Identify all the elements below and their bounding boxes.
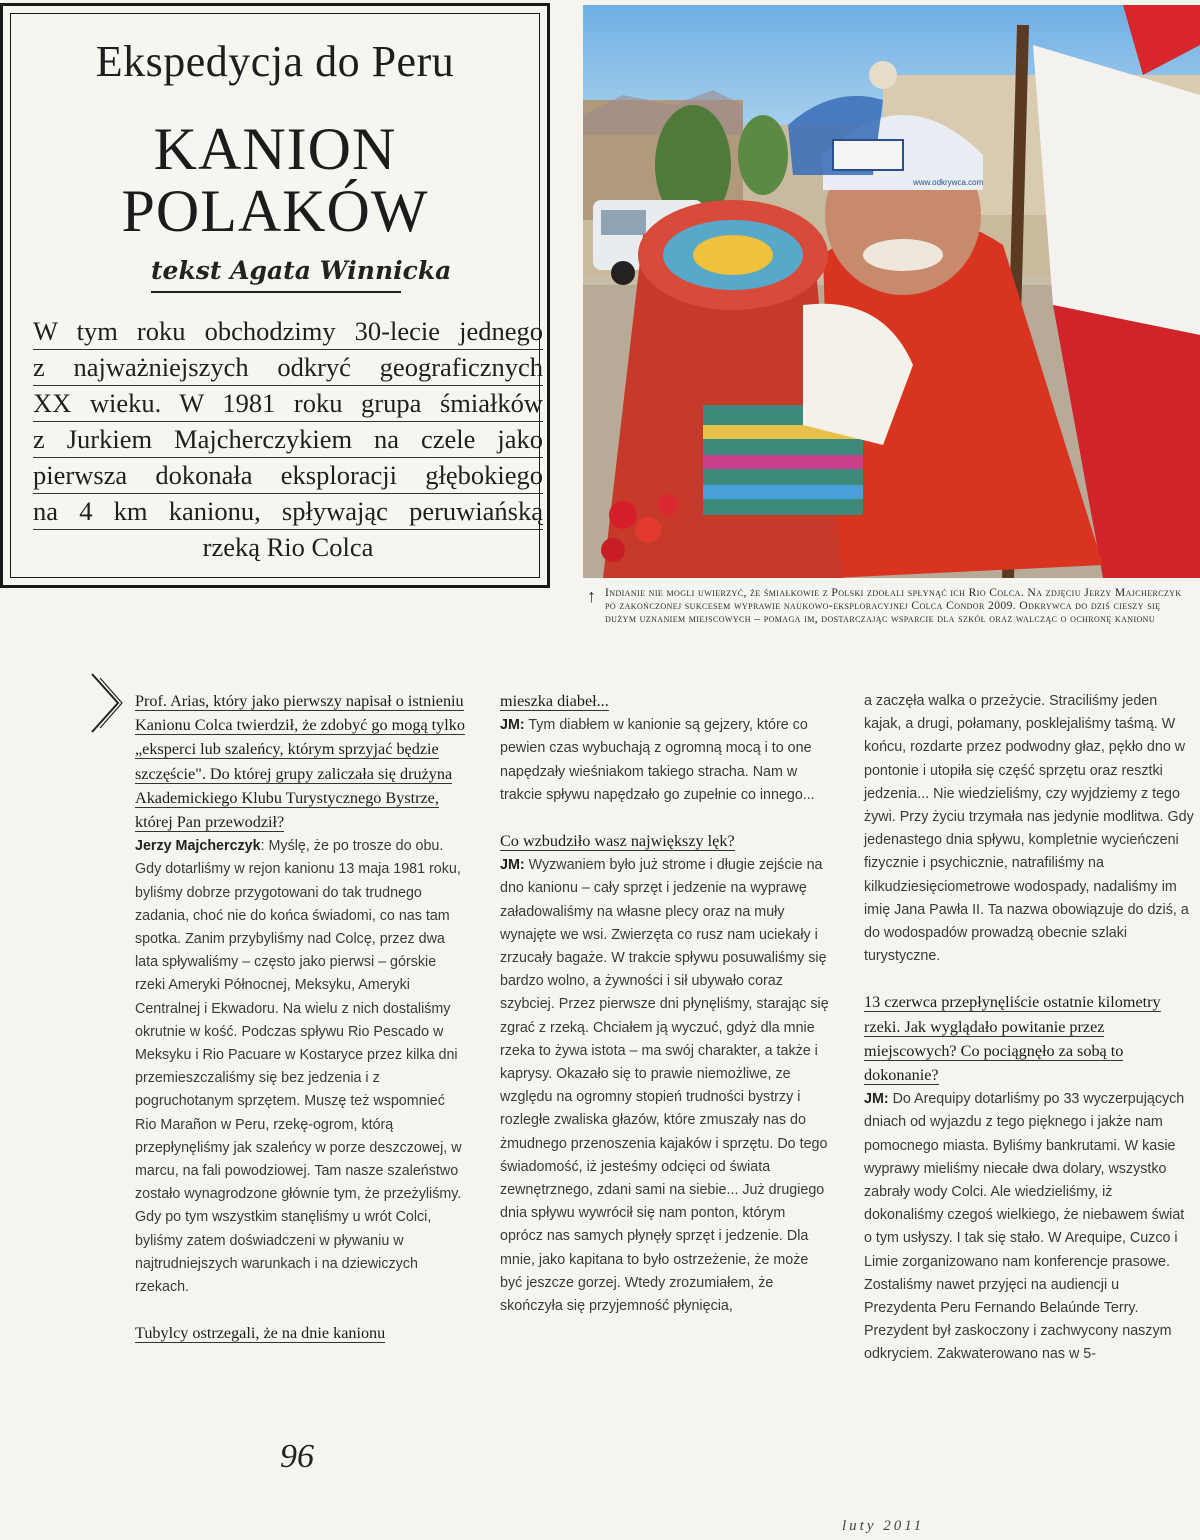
title-box-inner-frame	[10, 13, 543, 578]
lead-line: na 4 km kanionu, spływając peruwiańską	[33, 494, 543, 530]
answer-text: : Myślę, że po trosze do obu. Gdy dotarliśmy w rejon kanionu 13 maja 1981 roku, byliśmy dobrze przygotowani do tak trudnego zadania, choć nie do końca świadomi, co nas tam spotka. Zanim przybyliśmy nad Colcę, przez dwa lata spływaliśmy – często jako pierwsi – górskie rzeki Ameryki Północnej, Meksyku, Ameryki Centralnej i Ekwadoru. Na wielu z nich dostaliśmy okrutnie w kość. Podczas spływu Rio Pescado w Meksyku i Rio Pacuare w Kostaryce przez kilka dni przemieszczaliśmy się bez jedzenia i z pogruchotanym sprzętem. Muszę też wspomnieć Rio Marañon w Peru, rzekę-ogrom, którą przepłynęliśmy jak szaleńcy w porze deszczowej, w marcu, na fali powodziowej. Tam nasze szaleństwo zostało wynagrodzone głównie tym, że przeżyliśmy. Gdy po tym wszystkim stanęliśmy u wrót Colci, byliśmy zatem doświadczeni w pływaniu w najtrudniejszych warunkach i na dziewiczych rzekach.	[135, 838, 462, 1296]
caption-text: Indianie nie mogli uwierzyć, że śmiałkowie z Polski zdołali spłynąć ich Rio Colca. Na zdjęciu Jerzy Majcherczyk po zakończonej sukcesem wyprawie naukowo-eksploracyjnej Colca Condor 2009. Odkrywca do dziś cieszy się dużym uznaniem miejscowych – pomaga im, dostarczając wsparcie dla szkół oraz walcząc o ochronę kanionu	[605, 586, 1182, 626]
lead-line: z najważniejszych odkryć geograficznych	[33, 350, 543, 386]
interview-question: Prof. Arias, który jako pierwszy napisał o istnieniu Kanionu Colca twierdził, że zdobyć go mogą tylko „eksperci lub szaleńcy, którym sprzyjać będzie szczęście". Do której grupy zaliczała się drużyna Akademickiego Klubu Turystycznego Bystrze, której Pan przewodził?	[135, 692, 465, 832]
interview-answer	[500, 854, 830, 1318]
lead-line: pierwsza dokonała eksploracji głębokiego	[33, 458, 543, 494]
headline-line-1: KANION	[153, 116, 397, 182]
speaker-name: Jerzy Majcherczyk	[135, 838, 261, 855]
speaker-name: JM:	[500, 717, 525, 734]
issue-date: luty 2011	[842, 1518, 925, 1534]
lead-line: W tym roku obchodzimy 30-lecie jednego	[33, 314, 543, 350]
answer-continuation: a zaczęła walka o przeżycie. Straciliśmy jeden kajak, a drugi, połamany, posklejaliśmy taśmą. W końcu, rozdarte przez podwodny głaz, pękło dno w pontonie i utopiła się część sprzętu oraz resztki jedzenia... Nie wiedzieliśmy, czy wyjdziemy z tego żywi. Przy życiu trzymała nas jedynie modlitwa. Gdy jedenastego dnia spływu, kompletnie wycieńczeni fizycznie i psychicznie, natrafiliśmy na kilkudziesięciometrowe wodospady, nadaliśmy im imię Jana Pawła II. Ta nazwa obowiązuje do dziś, a do wodospadów prowadzą obecnie szlaki turystyczne.	[864, 693, 1194, 965]
headline-line-2: POLAKÓW	[121, 178, 429, 244]
byline-underline	[151, 291, 401, 293]
lead-line: rzeką Rio Colca	[202, 532, 374, 562]
title-box	[0, 3, 550, 588]
interview-answer	[135, 835, 465, 1299]
page-number: 96	[280, 1438, 314, 1475]
byline: tekst Agata Winnicka	[151, 256, 452, 285]
interview-answer	[864, 1088, 1194, 1366]
interview-question: Co wzbudziło wasz największy lęk?	[500, 832, 735, 851]
interview-question: Tubylcy ostrzegali, że na dnie kanionu	[135, 1324, 386, 1343]
article-headline	[11, 118, 539, 242]
lead-line: XX wieku. W 1981 roku grupa śmiałków	[33, 386, 543, 422]
caption-arrow-icon: ↑	[587, 586, 597, 606]
lead-line: z Jurkiem Majcherczykiem na czele jako	[33, 422, 543, 458]
article-column-1	[135, 690, 465, 1346]
answer-text: Tym diabłem w kanionie są gejzery, które co pewien czas wybuchają z ogromną mocą i to one napędzały wieśniakom takiego stracha. Nam w trakcie spływu napędzało go zupełnie co innego...	[500, 717, 815, 803]
answer-text: Wyzwaniem było już strome i długie zejście na dno kanionu – cały sprzęt i jedzenie na wyprawę załadowaliśmy na własne plecy oraz na muły wynajęte we wsi. Zwierzęta co rusz nam uciekały i zrzucały bagaże. W trakcie spływu posuwaliśmy się bardzo wolno, a żywności i sił ubywało coraz szybciej. Przez pierwsze dni płynęliśmy, starając się zgrać z rzeką. Chciałem ją wyczuć, gdyż dla mnie rzeka to żywa istota – ma swój charakter, a także i kaprysy. Okazało się to prawie niemożliwe, ze względu na ogromny stopień trudności bystrzy i rozległe zwaliska głazów, które zmuszały nas do żmudnego przenoszenia kajaków i sprzętu. Do tego świadomość, iż jesteśmy odcięci od świata zewnętrznego, zdani sami na siebie... Już drugiego dnia spływu wywrócił się nam ponton, którym oprócz nas samych płynęły sprzęt i jedzenie. Dla mnie, jako kapitana to było ostrzeżenie, że może być jeszcze gorzej. Wtedy zrozumiałem, że skończyła się przyjemność płynięcia,	[500, 857, 829, 1315]
answer-text: Do Arequipy dotarliśmy po 33 wyczerpujących dniach od wyjazdu z tego pięknego i jakże nam pomocnego miasta. Byliśmy bankrutami. W kasie wyprawy mieliśmy niecałe dwa dolary, wszystko zabrały wody Colci. Ale wiedzieliśmy, iż dokonaliśmy czegoś wielkiego, że niebawem świat o tym usłyszy. I tak się stało. W Arequipe, Cuzco i Limie zorganizowano nam konferencje prasowe. Zostaliśmy nawet przyjęci na audiencji u Prezydenta Peru Fernando Belaúnde Terry. Prezydent był zaskoczony i zachwycony naszym odkryciem. Zakwaterowano nas w 5-	[864, 1091, 1185, 1363]
interview-question: mieszka diabeł...	[500, 692, 609, 710]
section-kicker: Ekspedycja do Peru	[95, 37, 455, 86]
chevron-right-icon	[88, 672, 128, 734]
article-column-3	[864, 690, 1194, 1367]
interview-answer	[500, 714, 830, 807]
article-column-2	[500, 690, 830, 1318]
speaker-name: JM:	[864, 1091, 889, 1108]
speaker-name: JM:	[500, 857, 525, 874]
helmet-label: www.odkrywca.com	[913, 178, 984, 187]
interview-question: 13 czerwca przepłynęliście ostatnie kilometry rzeki. Jak wyglądało powitanie przez miejscowych? Co pociągnęło za sobą to dokonanie?	[864, 993, 1161, 1085]
expedition-photo-illustration	[583, 5, 1200, 578]
expedition-photo	[583, 5, 1200, 578]
lead-paragraph	[33, 314, 543, 565]
